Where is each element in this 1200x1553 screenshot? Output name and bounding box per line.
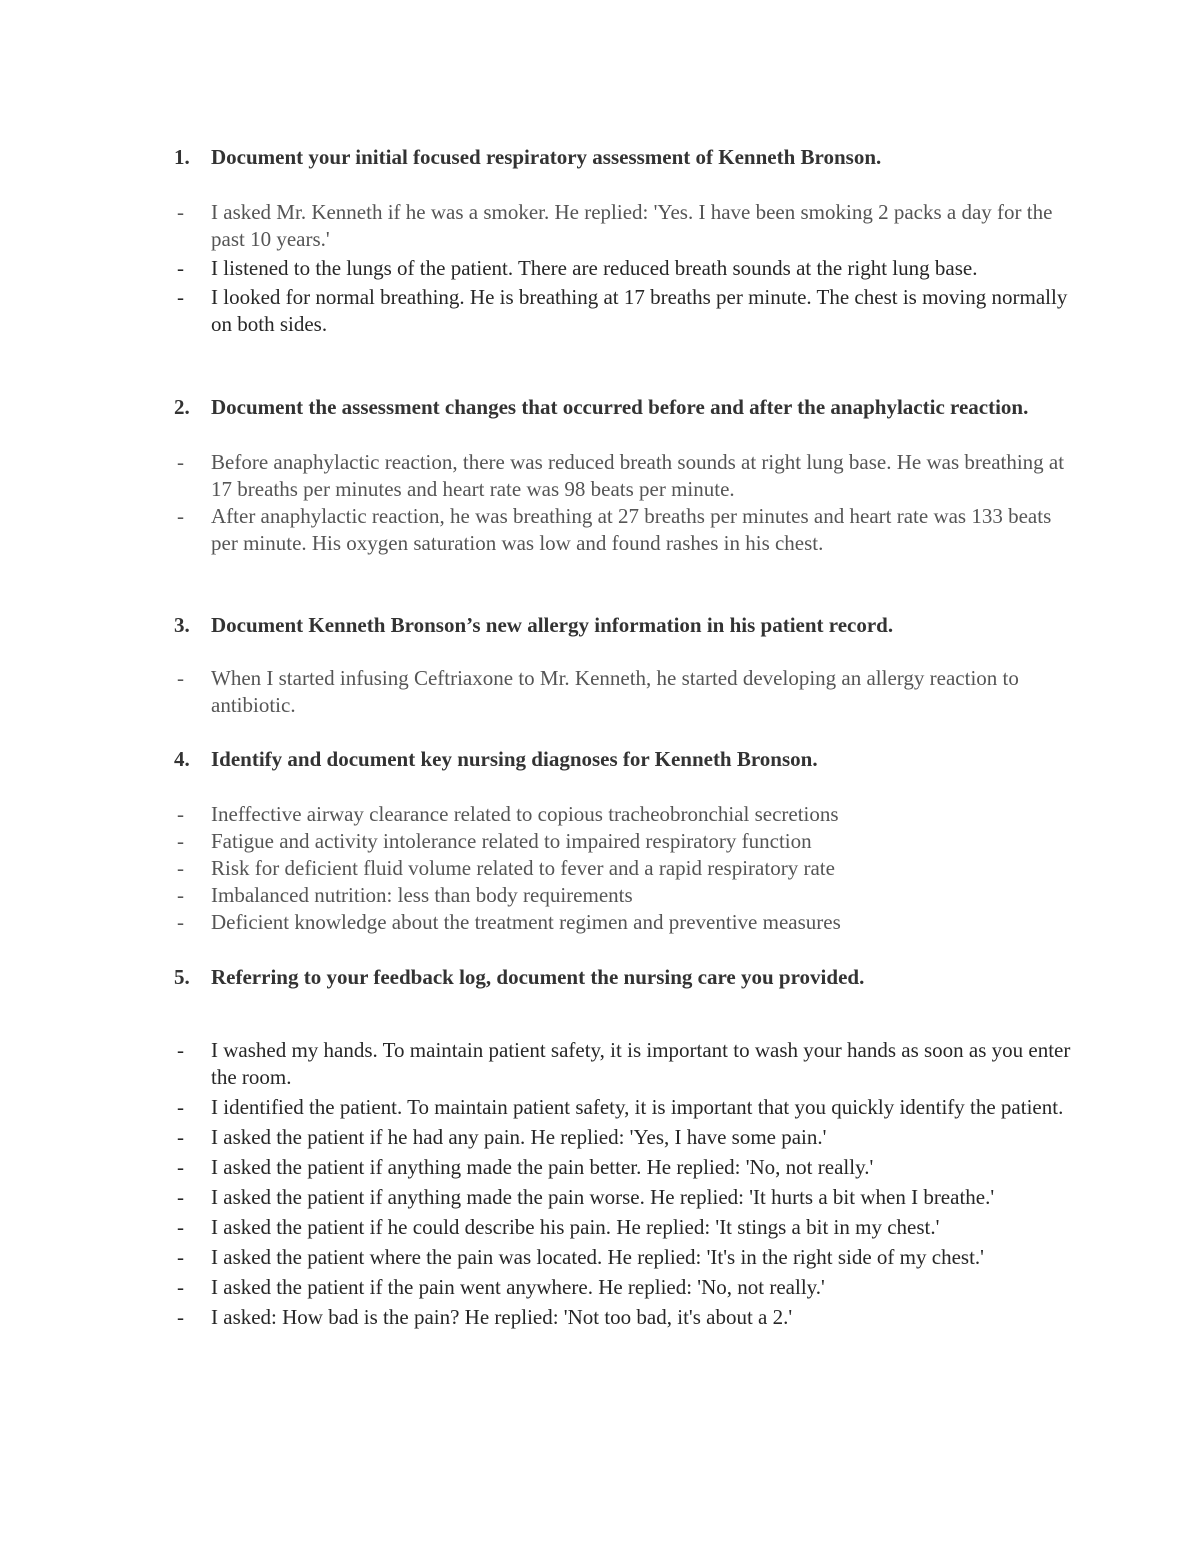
section-heading	[174, 746, 1071, 773]
bullet-dash: -	[177, 1245, 184, 1269]
list-item-text: I asked the patient if he had any pain. He replied: 'Yes, I have some pain.'	[211, 1125, 827, 1149]
list-item-text: Fatigue and activity intolerance related to impaired respiratory function	[211, 829, 812, 853]
bullet-dash: -	[177, 1095, 184, 1119]
section-heading-text: Document Kenneth Bronson’s new allergy information in his patient record.	[211, 613, 894, 637]
section-heading	[174, 612, 1071, 639]
list-item	[174, 503, 1071, 557]
bullet-dash: -	[177, 802, 184, 826]
section-5	[0, 964, 1200, 1331]
bullet-dash: -	[177, 1155, 184, 1179]
list-item-text: I asked Mr. Kenneth if he was a smoker. He replied: 'Yes. I have been smoking 2 packs a day for the past 10 years.'	[211, 200, 1053, 251]
section-number: 3.	[174, 613, 190, 637]
list-item-text: I listened to the lungs of the patient. There are reduced breath sounds at the right lung base.	[211, 256, 978, 280]
bullet-dash: -	[177, 1215, 184, 1239]
bullet-dash: -	[177, 256, 184, 280]
section-4	[0, 746, 1200, 936]
list-item	[174, 1244, 1071, 1271]
list-item	[174, 801, 1071, 828]
list-item	[174, 1184, 1071, 1211]
section-number: 2.	[174, 395, 190, 419]
list-item	[174, 1124, 1071, 1151]
list-item-text: I asked the patient if anything made the pain worse. He replied: 'It hurts a bit when I breathe.'	[211, 1185, 995, 1209]
list-item-text: I asked the patient if he could describe his pain. He replied: 'It stings a bit in my chest.'	[211, 1215, 940, 1239]
list-item-text: Deficient knowledge about the treatment regimen and preventive measures	[211, 910, 841, 934]
list-item-text: I washed my hands. To maintain patient safety, it is important to wash your hands as soon as you enter the room.	[211, 1038, 1071, 1089]
bullet-dash: -	[177, 883, 184, 907]
list-item-text: After anaphylactic reaction, he was breathing at 27 breaths per minutes and heart rate was 133 beats per minute. His oxygen saturation was low and found rashes in his chest.	[211, 504, 1052, 555]
section-number: 5.	[174, 965, 190, 989]
list-item	[174, 449, 1071, 503]
bullet-dash: -	[177, 450, 184, 474]
bullet-list	[0, 665, 1200, 719]
list-item-text: Imbalanced nutrition: less than body requirements	[211, 883, 633, 907]
bullet-list	[0, 199, 1200, 338]
list-item-text: Ineffective airway clearance related to copious tracheobronchial secretions	[211, 802, 839, 826]
section-3	[0, 612, 1200, 719]
bullet-dash: -	[177, 200, 184, 224]
list-item-text: Risk for deficient fluid volume related to fever and a rapid respiratory rate	[211, 856, 835, 880]
bullet-dash: -	[177, 1125, 184, 1149]
list-item	[174, 1094, 1071, 1121]
list-item-text: I looked for normal breathing. He is breathing at 17 breaths per minute. The chest is moving normally on both sides.	[211, 285, 1068, 336]
bullet-dash: -	[177, 1185, 184, 1209]
list-item	[174, 855, 1071, 882]
list-item-text: I asked the patient where the pain was located. He replied: 'It's in the right side of my chest.'	[211, 1245, 984, 1269]
section-heading-text: Document your initial focused respiratory assessment of Kenneth Bronson.	[211, 145, 882, 169]
section-heading-text: Document the assessment changes that occurred before and after the anaphylactic reaction.	[211, 395, 1029, 419]
section-heading	[174, 394, 1071, 421]
section-heading-text: Referring to your feedback log, document the nursing care you provided.	[211, 965, 865, 989]
bullet-dash: -	[177, 1038, 184, 1062]
bullet-dash: -	[177, 285, 184, 309]
bullet-dash: -	[177, 1305, 184, 1329]
section-2	[0, 394, 1200, 557]
list-item	[174, 909, 1071, 936]
list-item-text: I asked: How bad is the pain? He replied: 'Not too bad, it's about a 2.'	[211, 1305, 793, 1329]
list-item	[174, 284, 1071, 338]
bullet-dash: -	[177, 910, 184, 934]
list-item	[174, 882, 1071, 909]
section-heading-text: Identify and document key nursing diagnoses for Kenneth Bronson.	[211, 747, 818, 771]
section-number: 1.	[174, 145, 190, 169]
bullet-list	[0, 449, 1200, 557]
list-item	[174, 1154, 1071, 1181]
bullet-dash: -	[177, 504, 184, 528]
list-item	[174, 1274, 1071, 1301]
list-item	[174, 665, 1071, 719]
list-item	[174, 199, 1071, 253]
section-number: 4.	[174, 747, 190, 771]
bullet-dash: -	[177, 666, 184, 690]
section-heading	[174, 144, 1071, 171]
list-item	[174, 1214, 1071, 1241]
bullet-list	[0, 1037, 1200, 1331]
bullet-dash: -	[177, 856, 184, 880]
list-item-text: I asked the patient if anything made the pain better. He replied: 'No, not really.'	[211, 1155, 874, 1179]
list-item	[174, 828, 1071, 855]
list-item	[174, 1037, 1071, 1091]
section-heading	[174, 964, 1071, 991]
section-1	[0, 144, 1200, 338]
list-item-text: Before anaphylactic reaction, there was reduced breath sounds at right lung base. He was breathing at 17 breaths per minutes and heart rate was 98 beats per minute.	[211, 450, 1065, 501]
bullet-list	[0, 801, 1200, 936]
list-item	[174, 1304, 1071, 1331]
list-item	[174, 255, 1071, 282]
bullet-dash: -	[177, 1275, 184, 1299]
list-item-text: When I started infusing Ceftriaxone to Mr. Kenneth, he started developing an allergy reaction to antibiotic.	[211, 666, 1019, 717]
list-item-text: I identified the patient. To maintain patient safety, it is important that you quickly identify the patient.	[211, 1095, 1064, 1119]
list-item-text: I asked the patient if the pain went anywhere. He replied: 'No, not really.'	[211, 1275, 825, 1299]
bullet-dash: -	[177, 829, 184, 853]
